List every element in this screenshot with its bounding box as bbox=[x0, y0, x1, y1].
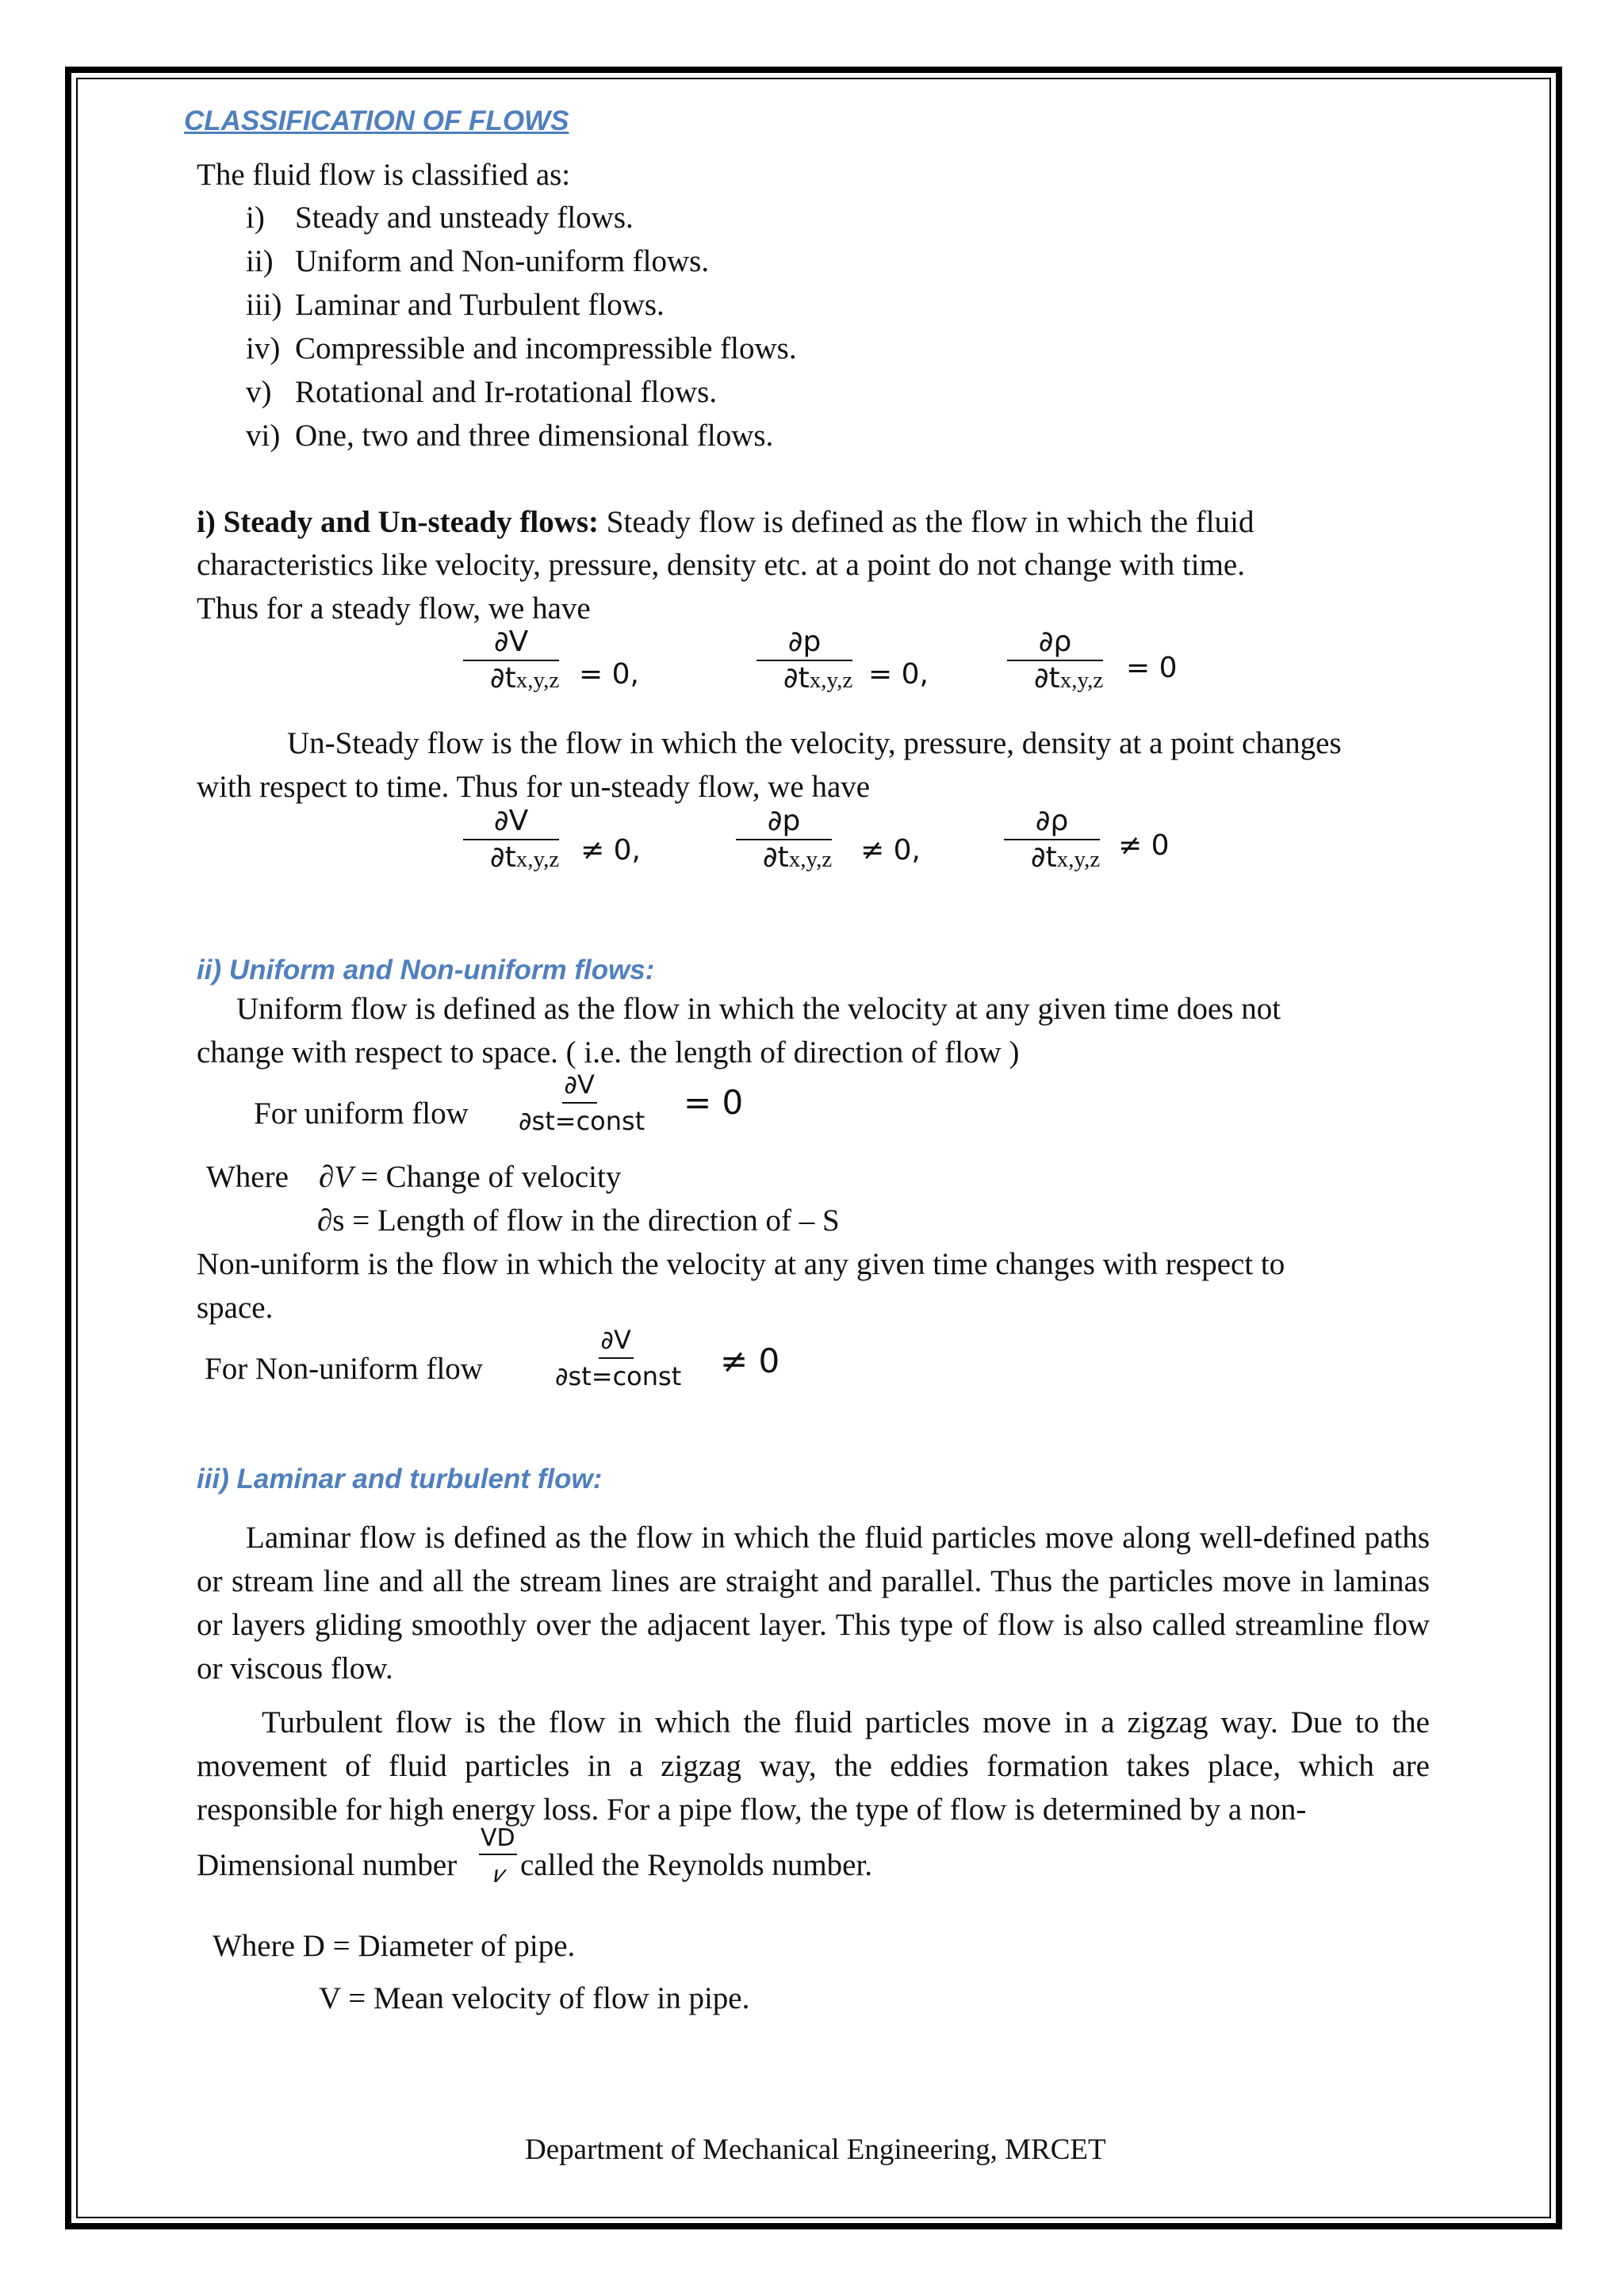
steady-eq-velocity-relation: = 0, bbox=[579, 658, 639, 691]
section-steady-line: Thus for a steady flow, we have bbox=[197, 591, 591, 626]
subscript: x,y,z bbox=[788, 847, 833, 872]
list-item-text: One, two and three dimensional flows. bbox=[295, 419, 774, 453]
unsteady-line: Un-Steady flow is the flow in which the velocity, pressure, density at a point changes bbox=[287, 726, 1342, 760]
list-item-number: i) bbox=[246, 201, 265, 235]
turbulent-paragraph: Turbulent flow is the flow in which the fluid particles move in a zigzag way. Due to the movement of fluid particles in a zigzag way, the eddies formation takes place, which are responsible for high energy loss. For a pipe flow, the type of flow is determined by a non- bbox=[197, 1705, 1430, 1827]
section-steady-first-line bbox=[197, 504, 1254, 541]
section-steady-line: characteristics like velocity, pressure, density etc. at a point do not change with time. bbox=[197, 548, 1245, 582]
section-laminar-heading: iii) Laminar and turbulent flow: bbox=[197, 1464, 603, 1494]
reynolds-number-fraction bbox=[479, 1823, 517, 1895]
reynolds-suffix: called the Reynolds number. bbox=[520, 1848, 873, 1882]
section-uniform-line: change with respect to space. ( i.e. the length of direction of flow ) bbox=[197, 1035, 1020, 1070]
unsteady-eq-density-fraction bbox=[1004, 804, 1100, 877]
unsteady-eq-velocity-fraction bbox=[463, 804, 559, 877]
where-diameter: Where D = Diameter of pipe. bbox=[213, 1929, 576, 1963]
fraction-denominator: ∂tx,y,z bbox=[763, 841, 833, 874]
velocity-change-symbol: ∂V bbox=[319, 1160, 354, 1194]
subscript: t=const bbox=[581, 1361, 682, 1391]
subscript: x,y,z bbox=[809, 668, 853, 693]
list-item-text: Rotational and Ir-rotational flows. bbox=[295, 375, 718, 409]
list-item-number: ii) bbox=[246, 244, 274, 278]
subscript: x,y,z bbox=[515, 668, 560, 693]
fraction-denominator: ∂tx,y,z bbox=[1034, 662, 1104, 695]
fraction-numerator: VD bbox=[481, 1824, 515, 1852]
list-item-number: iv) bbox=[246, 331, 281, 365]
fraction-numerator: ∂V bbox=[564, 1070, 595, 1100]
page-footer: Department of Mechanical Engineering, MRCET bbox=[525, 2133, 1106, 2166]
unsteady-eq-pressure-relation: ≠ 0, bbox=[860, 834, 921, 867]
fraction-numerator: ∂V bbox=[493, 626, 529, 658]
where-length-definition: ∂s = Length of flow in the direction of – S bbox=[317, 1203, 840, 1238]
unsteady-line: with respect to time. Thus for un-steady flow, we have bbox=[197, 770, 871, 804]
unsteady-eq-density-relation: ≠ 0 bbox=[1118, 829, 1170, 862]
steady-eq-pressure-fraction bbox=[756, 625, 852, 698]
steady-eq-velocity-fraction bbox=[463, 625, 559, 698]
list-item-text: Compressible and incompressible flows. bbox=[295, 331, 797, 365]
fraction-numerator: ∂V bbox=[600, 1325, 631, 1355]
unsteady-eq-velocity-relation: ≠ 0, bbox=[580, 834, 641, 867]
list-item-text: Steady and unsteady flows. bbox=[295, 201, 634, 235]
fraction-numerator: ∂ρ bbox=[1035, 805, 1069, 837]
fraction-numerator: ∂p bbox=[767, 805, 801, 837]
fraction-denominator: ∂st=const bbox=[519, 1106, 645, 1136]
list-item-text: Uniform and Non-uniform flows. bbox=[295, 244, 710, 278]
fraction-numerator: ∂ρ bbox=[1038, 626, 1072, 658]
nonuniform-eq-relation: ≠ 0 bbox=[720, 1341, 780, 1380]
subscript: x,y,z bbox=[1056, 847, 1101, 872]
velocity-change-text: = Change of velocity bbox=[353, 1160, 622, 1194]
uniform-eq-fraction bbox=[514, 1067, 645, 1138]
list-item-number: iii) bbox=[246, 288, 282, 322]
where-velocity-definition bbox=[319, 1159, 621, 1196]
fraction-denominator: ∂tx,y,z bbox=[490, 841, 560, 874]
subscript: x,y,z bbox=[515, 847, 560, 872]
list-item-text: Laminar and Turbulent flows. bbox=[295, 288, 665, 322]
fraction-numerator: ∂p bbox=[787, 626, 822, 658]
intro-text: The fluid flow is classified as: bbox=[197, 158, 571, 192]
steady-eq-density-fraction bbox=[1007, 625, 1103, 698]
fraction-denominator: ∂tx,y,z bbox=[490, 662, 560, 695]
section-steady-heading: i) Steady and Un-steady flows: bbox=[197, 505, 599, 539]
section-uniform-heading: ii) Uniform and Non-uniform flows: bbox=[197, 955, 655, 985]
steady-eq-density-relation: = 0 bbox=[1126, 652, 1178, 684]
section-uniform-line: Uniform flow is defined as the flow in which the velocity at any given time does not bbox=[236, 992, 1281, 1026]
fraction-denominator: ∂st=const bbox=[555, 1361, 682, 1391]
nonuniform-eq-fraction bbox=[550, 1322, 681, 1394]
list-item-number: v) bbox=[246, 375, 272, 409]
unsteady-eq-pressure-fraction bbox=[736, 804, 832, 877]
page-title: CLASSIFICATION OF FLOWS bbox=[184, 105, 569, 136]
fraction-denominator: ∂tx,y,z bbox=[783, 662, 853, 695]
subscript: x,y,z bbox=[1059, 668, 1104, 693]
list-item-number: vi) bbox=[246, 419, 281, 453]
nonuniform-line: Non-uniform is the flow in which the velocity at any given time changes with respect to bbox=[197, 1247, 1285, 1281]
uniform-flow-label: For uniform flow bbox=[254, 1096, 469, 1131]
where-label: Where bbox=[206, 1160, 289, 1194]
laminar-paragraph: Laminar flow is defined as the flow in which the fluid particles move along well-defined paths or stream line and all the stream lines are straight and parallel. Thus the particles move in laminas or layers gliding smoothly over the adjacent layer. This type of flow is also called streamline flow or viscous flow. bbox=[197, 1521, 1430, 1686]
nonuniform-flow-label: For Non-uniform flow bbox=[205, 1352, 483, 1386]
reynolds-prefix: Dimensional number bbox=[197, 1848, 458, 1882]
fraction-numerator: ∂V bbox=[493, 805, 529, 837]
subscript: t=const bbox=[545, 1106, 645, 1136]
uniform-eq-relation: = 0 bbox=[684, 1083, 744, 1122]
fraction-denominator: ∂tx,y,z bbox=[1031, 841, 1101, 874]
section-steady-text: Steady flow is defined as the flow in which the fluid bbox=[599, 505, 1254, 539]
fraction-denominator: 𝑣 bbox=[492, 1861, 504, 1888]
where-mean-velocity: V = Mean velocity of flow in pipe. bbox=[319, 1981, 750, 2015]
nonuniform-line: space. bbox=[197, 1291, 274, 1325]
steady-eq-pressure-relation: = 0, bbox=[868, 658, 929, 691]
